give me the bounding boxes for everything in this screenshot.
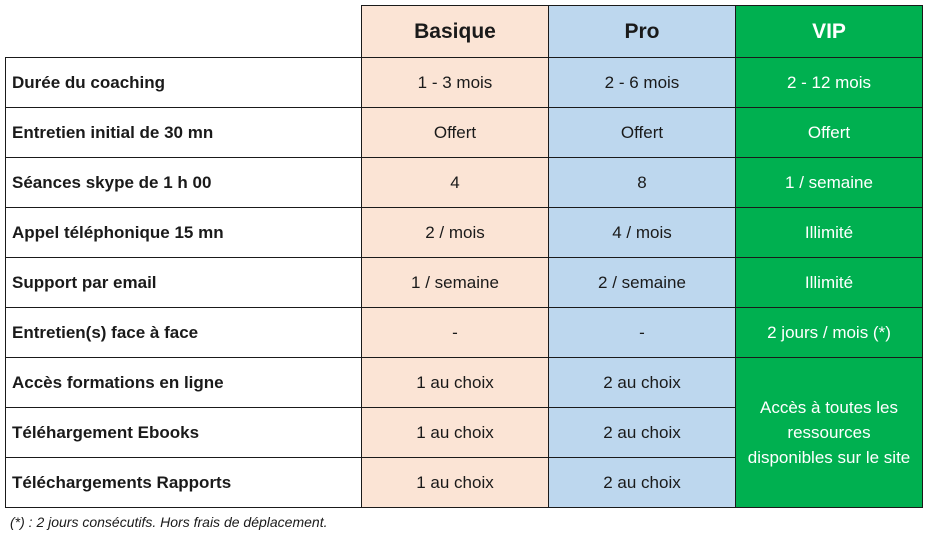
- footnote: (*) : 2 jours consécutifs. Hors frais de déplacement.: [10, 514, 328, 530]
- table-row: [6, 308, 923, 358]
- plan-header-basique: Basique: [362, 6, 549, 58]
- row-label: Entretien initial de 30 mn: [6, 108, 362, 158]
- cell-vip-resources: Accès à toutes les ressources disponibles sur le site: [736, 358, 923, 508]
- row-label: Support par email: [6, 258, 362, 308]
- cell-pro: 2 / semaine: [549, 258, 736, 308]
- cell-pro: Offert: [549, 108, 736, 158]
- cell-pro: 2 au choix: [549, 358, 736, 408]
- row-label: Téléchargements Rapports: [6, 458, 362, 508]
- table-row: [6, 58, 923, 108]
- cell-vip: Illimité: [736, 258, 923, 308]
- cell-basique: -: [362, 308, 549, 358]
- cell-basique: 4: [362, 158, 549, 208]
- header-row: [6, 6, 923, 58]
- pricing-table: [5, 5, 923, 508]
- table-row: [6, 258, 923, 308]
- cell-vip: Illimité: [736, 208, 923, 258]
- cell-basique: 1 au choix: [362, 358, 549, 408]
- row-label: Durée du coaching: [6, 58, 362, 108]
- cell-basique: Offert: [362, 108, 549, 158]
- cell-pro: 2 au choix: [549, 408, 736, 458]
- row-label: Séances skype de 1 h 00: [6, 158, 362, 208]
- table-row: [6, 208, 923, 258]
- row-label: Entretien(s) face à face: [6, 308, 362, 358]
- row-label: Accès formations en ligne: [6, 358, 362, 408]
- cell-basique: 1 - 3 mois: [362, 58, 549, 108]
- table-row: [6, 158, 923, 208]
- cell-basique: 1 au choix: [362, 408, 549, 458]
- cell-pro: -: [549, 308, 736, 358]
- cell-vip: 1 / semaine: [736, 158, 923, 208]
- cell-vip: 2 - 12 mois: [736, 58, 923, 108]
- table-row: [6, 108, 923, 158]
- cell-vip: 2 jours / mois (*): [736, 308, 923, 358]
- cell-pro: 8: [549, 158, 736, 208]
- plan-header-pro: Pro: [549, 6, 736, 58]
- cell-vip: Offert: [736, 108, 923, 158]
- plan-header-vip: VIP: [736, 6, 923, 58]
- row-label: Téléhargement Ebooks: [6, 408, 362, 458]
- cell-pro: 4 / mois: [549, 208, 736, 258]
- cell-basique: 2 / mois: [362, 208, 549, 258]
- corner-cell: [6, 6, 362, 58]
- table-row: [6, 358, 923, 408]
- row-label: Appel téléphonique 15 mn: [6, 208, 362, 258]
- cell-pro: 2 - 6 mois: [549, 58, 736, 108]
- cell-basique: 1 au choix: [362, 458, 549, 508]
- cell-basique: 1 / semaine: [362, 258, 549, 308]
- cell-pro: 2 au choix: [549, 458, 736, 508]
